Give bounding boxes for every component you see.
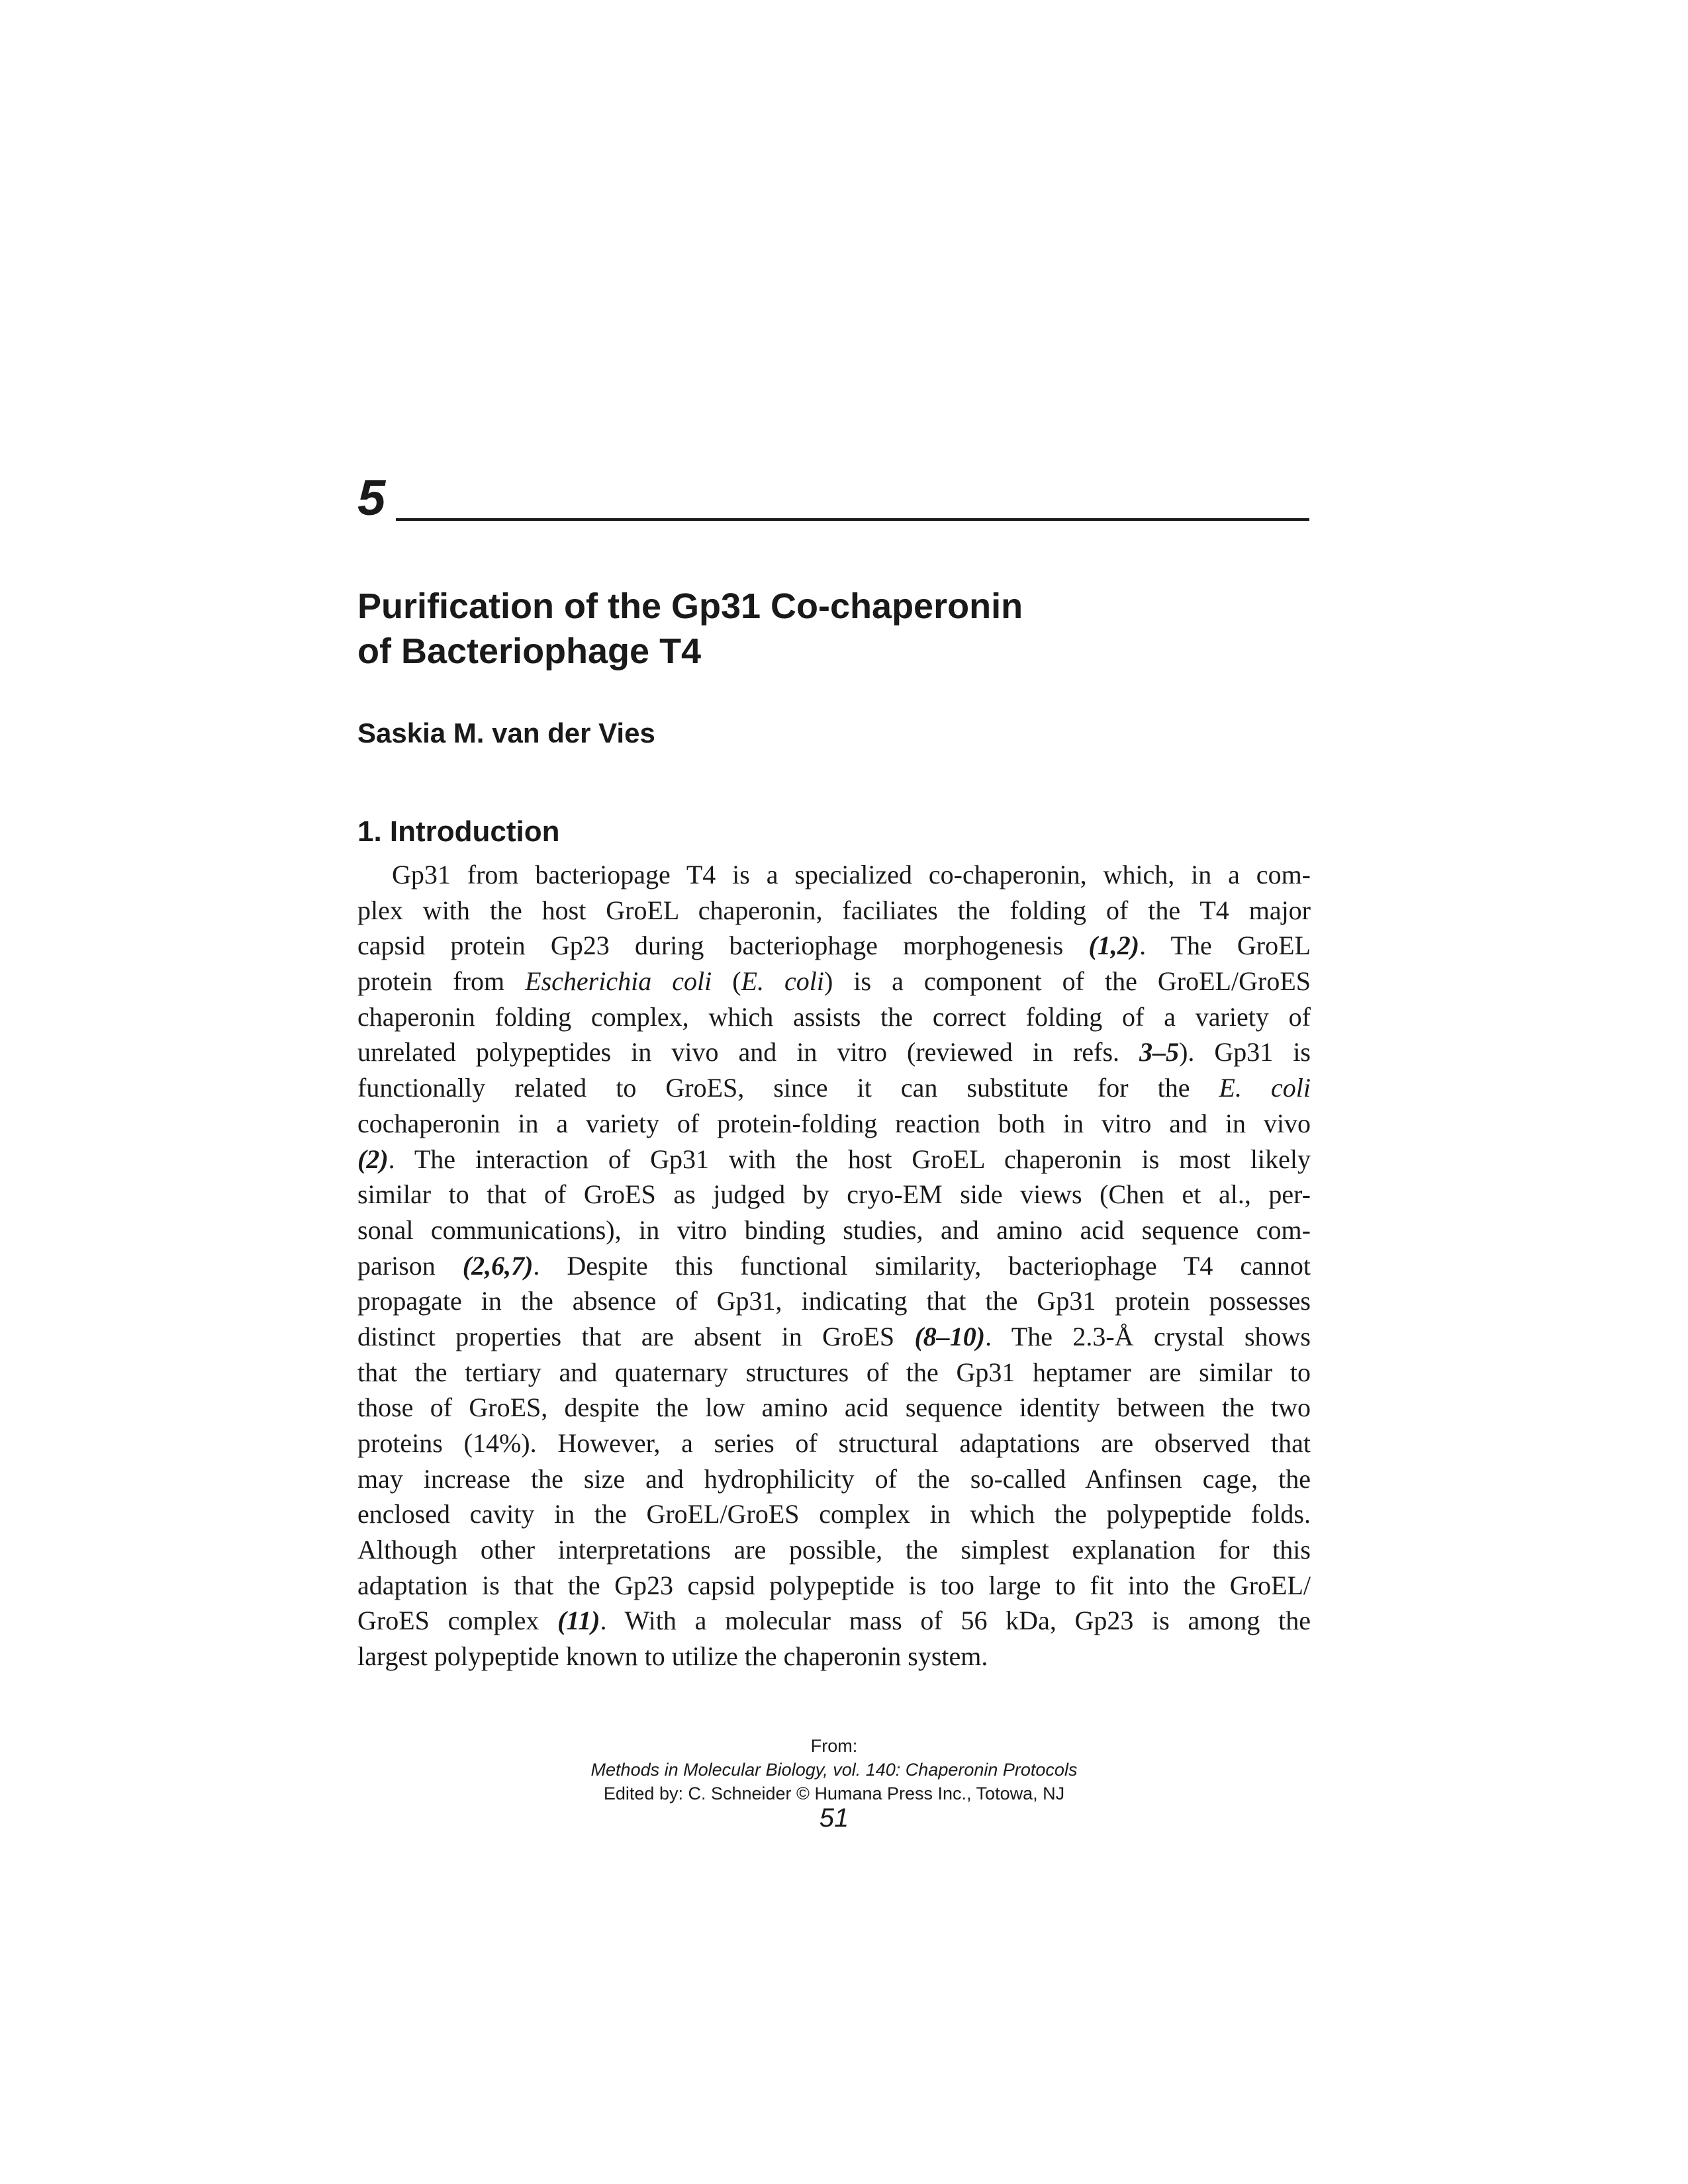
body-line: enclosed cavity in the GroEL/GroES complex in which the polypeptide folds. (357, 1499, 1311, 1529)
book-title: Methods in Molecular Biology, vol. 140: Chaperonin Protocols (590, 1760, 1078, 1780)
introduction-body (357, 857, 1311, 1674)
body-line: sonal communications), in vitro binding studies, and amino acid sequence com- (357, 1214, 1311, 1245)
body-line: those of GroES, despite the low amino acid sequence identity between the two (357, 1392, 1311, 1423)
body-line: Although other interpretations are possible, the simplest explanation for this (357, 1535, 1311, 1565)
citation: (2,6,7) (462, 1250, 534, 1281)
author-name: Saskia M. van der Vies (357, 717, 655, 749)
species-name: Escherichia coli (525, 966, 712, 997)
citation: (8–10) (914, 1321, 986, 1351)
source-note (357, 1734, 1311, 1805)
chapter-rule (396, 518, 1309, 521)
chapter-title-line-2: of Bacteriophage T4 (357, 631, 702, 671)
section-heading: 1. Introduction (357, 815, 560, 848)
body-line: chaperonin folding complex, which assists the correct folding of a variety of (357, 1001, 1311, 1032)
species-abbrev: E. coli (741, 966, 825, 997)
body-line: similar to that of GroES as judged by cryo-EM side views (Chen et al., per- (357, 1179, 1311, 1210)
body-line: capsid protein Gp23 during bacteriophage morphogenesis (1,2). The GroEL (357, 931, 1311, 961)
body-line: may increase the size and hydrophilicity of the so-called Anfinsen cage, the (357, 1463, 1311, 1494)
body-line: distinct properties that are absent in GroES (8–10). The 2.3-Å crystal shows (357, 1321, 1311, 1351)
citation: (11) (557, 1606, 600, 1636)
page-number: 51 (819, 1803, 849, 1833)
body-line: Gp31 from bacteriopage T4 is a specialized co-chaperonin, which, in a com- (392, 860, 1311, 889)
citation: (2) (357, 1144, 389, 1174)
edited-by-line: Edited by: C. Schneider © Humana Press Inc., Totowa, NJ (603, 1784, 1065, 1803)
body-line: cochaperonin in a variety of protein-folding reaction both in vitro and in vivo (357, 1108, 1311, 1138)
chapter-number: 5 (357, 470, 386, 526)
body-line: plex with the host GroEL chaperonin, faciliates the folding of the T4 major (357, 895, 1311, 925)
body-line: parison (2,6,7). Despite this functional similarity, bacteriophage T4 cannot (357, 1250, 1311, 1281)
chapter-title-line-1: Purification of the Gp31 Co-chaperonin (357, 586, 1023, 626)
body-line: that the tertiary and quaternary structures of the Gp31 heptamer are similar to (357, 1357, 1311, 1387)
body-line: proteins (14%). However, a series of structural adaptations are observed that (357, 1428, 1311, 1458)
citation: 3–5 (1139, 1037, 1180, 1068)
body-line: unrelated polypeptides in vivo and in vitro (reviewed in refs. 3–5). Gp31 is (357, 1037, 1311, 1068)
body-line: GroES complex (11). With a molecular mass of 56 kDa, Gp23 is among the (357, 1606, 1311, 1636)
body-line: functionally related to GroES, since it can substitute for the E. coli (357, 1073, 1311, 1103)
body-line: protein from Escherichia coli (E. coli) is a component of the GroEL/GroES (357, 966, 1311, 997)
body-line: propagate in the absence of Gp31, indicating that the Gp31 protein possesses (357, 1286, 1311, 1316)
body-line: largest polypeptide known to utilize the chaperonin system. (357, 1641, 988, 1672)
species-abbrev: E. coli (1219, 1073, 1311, 1103)
source-line: From: Methods in Molecular Biology, vol. 140: Chaperonin Protocols (590, 1736, 1078, 1780)
chapter-title (357, 584, 1350, 674)
body-line: (2). The interaction of Gp31 with the host GroEL chaperonin is most likely (357, 1144, 1311, 1174)
citation: (1,2) (1088, 931, 1140, 961)
body-line: adaptation is that the Gp23 capsid polypeptide is too large to fit into the GroEL/ (357, 1570, 1311, 1600)
